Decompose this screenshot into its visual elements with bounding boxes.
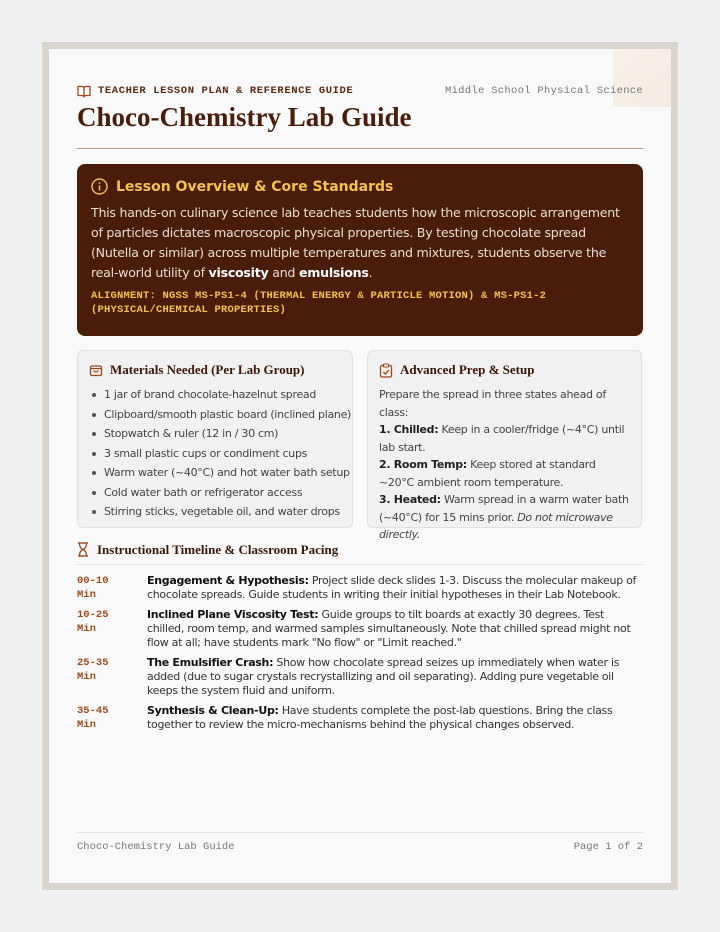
list-item: 1 jar of brand chocolate-hazelnut spread [89,385,341,405]
timeline-description [147,704,643,732]
clipboard-check-icon [379,363,393,378]
time-unit: Min [77,623,96,635]
prep-step-text: Warm spread in a warm water bath (~40°C) for 15 mins prior. [379,493,629,524]
prep-step-text: Keep in a cooler/fridge (~4°C) until lab start. [379,423,625,454]
timeline-row [77,608,643,650]
timeline-label: Engagement & Hypothesis: [147,574,309,587]
time-range: 25-35 [77,657,109,669]
list-item: 3 small plastic cups or condiment cups [89,444,341,464]
prep-intro: Prepare the spread in three states ahead of class: [379,388,606,419]
list-item: Stopwatch & ruler (12 in / 30 cm) [89,424,341,444]
timeline-time [77,574,147,602]
timeline-time [77,608,147,650]
prep-warning-note: Do not microwave directly. [379,510,613,541]
term-viscosity: viscosity [208,265,269,280]
materials-list [89,385,352,522]
overview-body: This hands-on culinary science lab teaches students how the microscopic arrangement of particles dictates macroscopic physical properties. By testing chocolate spread (Nutella or similar) across multiple temperatures and mixtures, students observe the real-world utility of [91,205,620,280]
document-header [77,82,643,100]
time-unit: Min [77,671,96,683]
overview-panel [77,164,643,336]
prep-step [379,491,630,544]
time-range: 35-45 [77,705,109,717]
title-divider [77,148,643,149]
timeline-text: Show how chocolate spread seizes up immediately when water is added (due to sugar crystals recrystallizing and oil separating). Adding pure vegetable oil keeps the system fluid and uniform. [147,656,620,697]
book-icon [77,85,91,98]
shopping-bag-icon [89,363,103,377]
overview-title [91,178,629,195]
timeline-heading [77,541,643,565]
prep-title [379,361,630,379]
timeline-row [77,656,643,698]
prep-card [367,350,642,541]
overview-end: . [368,265,373,280]
list-item: Stirring sticks, vegetable oil, and water drops [89,502,341,522]
timeline-text: Guide groups to tilt boards at exactly 30 degrees. Test chilled, room temp, and warmed samples simultaneously. Note that chilled spread might not flow at all; have students mark "No flow" or "Limit reached." [147,608,631,649]
standards-alignment [91,289,629,317]
timeline-title: Instructional Timeline & Classroom Pacing [97,541,339,557]
timeline-text: Have students complete the post-lab questions. Bring the class together to review the micro-mechanisms behind the physical changes observed. [147,704,613,731]
list-item: Cold water bath or refrigerator access [89,483,341,503]
page-number: Page 1 of 2 [573,841,643,853]
materials-title [89,361,341,379]
time-range: 10-25 [77,609,109,621]
info-icon [91,178,108,195]
timeline-text: Project slide deck slides 1-3. Discuss the molecular makeup of chocolate spreads. Guide students in writing their initial hypotheses in their Lab Notebook. [147,574,637,601]
prep-step [379,421,630,456]
materials-card [77,350,353,528]
document-tag [77,85,353,98]
page-frame [42,42,678,890]
list-item: Clipboard/smooth plastic board (inclined plane) [89,405,341,425]
list-item: Warm water (~40°C) and hot water bath setup [89,463,341,483]
prep-step-text: Keep stored at standard ~20°C ambient room temperature. [379,458,596,489]
subject-label: Middle School Physical Science [444,85,643,97]
timeline-label: Synthesis & Clean-Up: [147,704,279,717]
prep-step [379,456,630,491]
prep-title-text: Advanced Prep & Setup [400,362,535,377]
page-footer [77,832,643,853]
overview-and: and [268,265,299,280]
timeline-description [147,574,643,602]
materials-title-text: Materials Needed (Per Lab Group) [110,362,305,377]
alignment-line-2: (PHYSICAL/CHEMICAL PROPERTIES) [91,304,287,316]
document-page [49,49,671,883]
timeline-row [77,704,643,732]
page-title: Choco-Chemistry Lab Guide [77,102,412,132]
time-unit: Min [77,719,96,731]
timeline-time [77,704,147,732]
prep-step-label: 1. Chilled: [379,423,439,436]
prep-step-label: 2. Room Temp: [379,458,467,471]
time-range: 00-10 [77,575,109,587]
timeline-list [77,574,643,738]
timeline-row [77,574,643,602]
hourglass-icon [77,542,89,557]
time-unit: Min [77,589,96,601]
timeline-description [147,608,643,650]
footer-title: Choco-Chemistry Lab Guide [77,841,235,853]
overview-text [91,203,629,283]
document-tag-label: TEACHER LESSON PLAN & REFERENCE GUIDE [98,85,354,97]
timeline-time [77,656,147,698]
timeline-description [147,656,643,698]
alignment-line-1: ALIGNMENT: NGSS MS-PS1-4 (THERMAL ENERGY & PARTICLE MOTION) & MS-PS1-2 [91,290,547,302]
timeline-label: Inclined Plane Viscosity Test: [147,608,319,621]
overview-title-text: Lesson Overview & Core Standards [116,178,394,195]
term-emulsions: emulsions [298,265,369,280]
prep-step-label: 3. Heated: [379,493,441,506]
timeline-label: The Emulsifier Crash: [147,656,274,669]
